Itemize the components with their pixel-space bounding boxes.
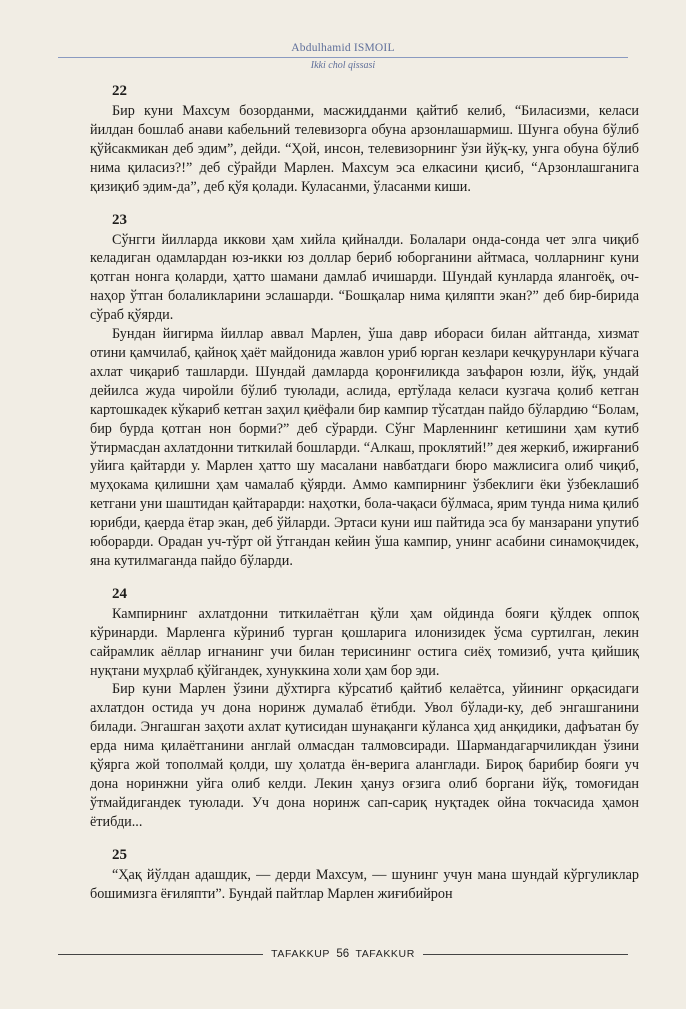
footer-rule-right	[423, 954, 628, 955]
page-footer	[58, 946, 628, 962]
section-number: 22	[112, 83, 127, 99]
section-number: 23	[112, 211, 127, 228]
footer-magazine-left: TAFAKKUP	[271, 948, 330, 960]
page-number: 56	[336, 948, 350, 960]
header-author: Abdulhamid ISMOIL	[291, 42, 395, 54]
paragraph: Бир куни Махсум бозорданми, масжидданми қайтиб келиб, “Биласизми, келаси йилдан бошлаб анави кабельний телевизорга обуна арзонлашармиш. Шунга обуна бўлиб қўйсакмикан деб эдим”, дейди. “Ҳой, инсон, телевизорнинг ўзи йўқ-ку, унга обуна бўлиб нима қиласиз?!” деб сўрайди Марлен. Махсум эса елкасини қисиб, “Арзонлашганига қизиқиб эдим-да”, деб қўя қолади. Куласанми, ўласанми киши.	[90, 103, 639, 195]
header-rule	[58, 57, 628, 58]
page-content	[90, 82, 639, 904]
paragraph: Сўнгги йилларда иккови ҳам хийла қийналди. Болалари онда-сонда чет элга чиқиб келадиган одамлардан юз-икки юз доллар бериб юборганини айтмаса, чолларнинг куни қотган нонга қоларди, ҳатто шамани дамлаб ичишарди. Шундай кунларда ялангоёқ, оч-наҳор ўтган болаликларини эслашарди. “Бошқалар нима қиляпти экан?” деб бир-бирида сўраб қўярди.	[90, 231, 639, 324]
footer-rule-left	[58, 954, 263, 955]
footer-magazine-right: TAFAKKUR	[355, 948, 415, 960]
paragraph: “Ҳақ йўлдан адашдик, — дерди Махсум, — шунинг учун мана шундай кўргуликлар бошимизга ёғиляпти”. Бундай пайтлар Марлен жиғибийрон	[90, 866, 639, 902]
section-number: 24	[112, 585, 127, 602]
paragraph: Кампирнинг ахлатдонни титкилаётган қўли ҳам ойдинда бояги қўлдек оппоқ кўринарди. Марленга кўриниб турган қошларига илонизидек ўсма суртилган, лекин сайрамлик аёллар игнанинг учи билан терисининг остига сиёҳ томизиб, учта қийшиқ нуқтани муҳрлаб қўйгандек, хунуккина холи ҳам бор эди.	[90, 605, 639, 679]
paragraph: Бир куни Марлен ўзини дўхтирга кўрсатиб қайтиб келаётса, уйининг орқасидаги ахлатдон остида уч дона норинж думалаб ётибди. Увол бўлади-ку, деб энгашганини билади. Энгашган заҳоти ахлат қутисидан шунақанги кўланса ҳид анқидики, дафъатан бу ерда нима қилаётганини англай олмасдан талмовсиради. Шармандагарчиликдан ўзини қўярга жой тополмай қолди, шу ҳолатда ён-верига аланглади. Бироқ барибир бояги уч дона норинжни уйга олиб келди. Лекин ҳануз оғзига олиб боргани йўқ, томоғидан ўтмайдигандек туюлади. Уч дона норинж сап-сариқ нуқтадек ойна токчасида ҳамон ётибди...	[90, 681, 639, 830]
footer-label	[263, 948, 423, 960]
section-number: 25	[112, 846, 127, 863]
header-subtitle: Ikki chol qissasi	[310, 60, 376, 71]
page-header	[0, 42, 686, 72]
paragraph: Бундан йигирма йиллар аввал Марлен, ўша давр ибораси билан айтганда, хизмат отини қамчилаб, қайноқ ҳаёт майдонида жавлон уриб юрган кезлари кечқурунлари кўчага ахлат чиқариб ташларди. Шундай дамларда қоронғиликда заъфарон юзли, йўқ, ундай дейилса жуда чиройли бўлиб туюлади, аслида, ертўлада келаси кузгача қолиб кетган картошкадек кўкариб кетган заҳил қиёфали бир кампир тўсатдан пайдо бўлардию “Болам, бир бурда қотган нон борми?” деб сўрарди. Сўнг Марленнинг кетишини ҳам кутиб ўтирмасдан ахлатдонни титкилай бошларди. “Алкаш, проклятий!” дея жеркиб, ижирғаниб уйига қайтарди у. Марлен ҳатто шу масалани навбатдаги бюро мажлисига олиб чиқиб, муҳокама қилишни ҳам чамалаб қўярди. Аммо кампирнинг ўзбеклиги ёки ўзбеклашиб кетгани уни шаштидан қайтарарди: наҳотки, бола-чақаси бўлмаса, ярим тунда нима қилиб юрибди, қаерда ётар экан, деб ўйларди. Эртаси куни иш пайтида эса бу манзарани упутиб юборарди. Орадан уч-тўрт ой ўтгандан кейин ўша кампир, унинг асабини синамоқчидек, яна кутилмаганда пайдо бўларди.	[90, 326, 639, 569]
